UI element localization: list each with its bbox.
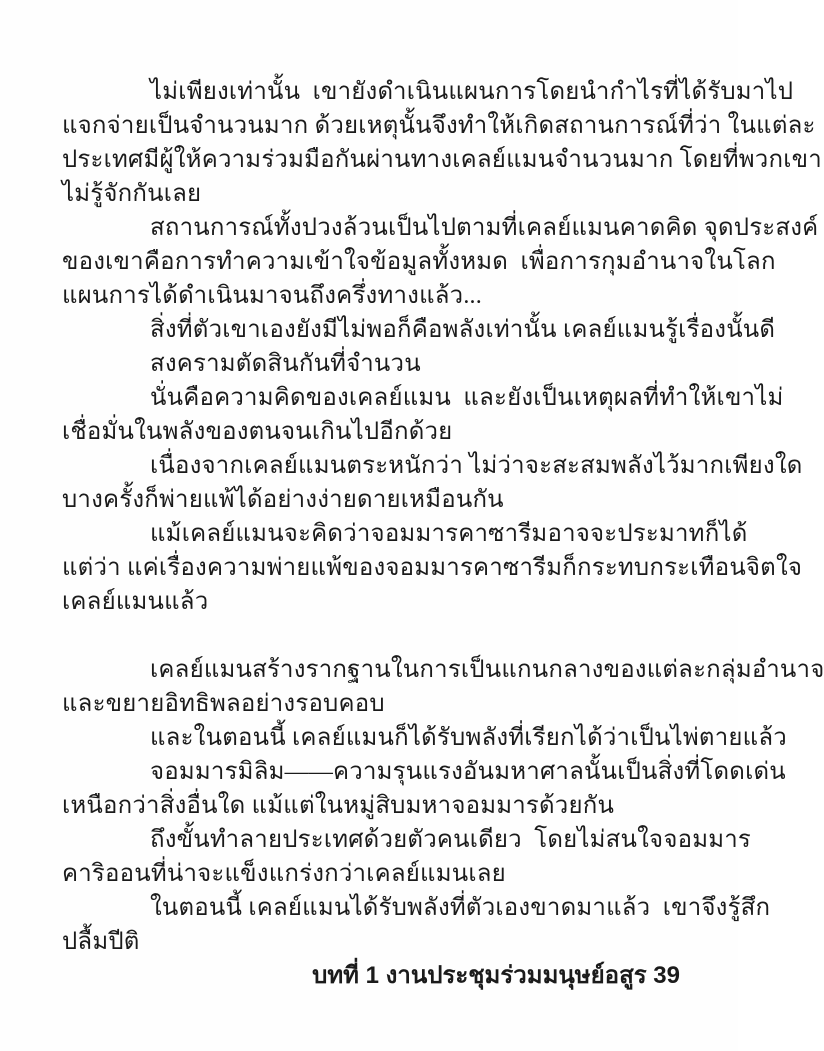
text-line: ถึงขั้นทำลายประเทศด้วยตัวคนเดียว โดยไม่สนใจจอมมาร: [150, 827, 752, 853]
text-line: บางครั้งก็พ่ายแพ้ได้อย่างง่ายดายเหมือนกัน: [62, 487, 504, 513]
text-line: แผนการได้ดำเนินมาจนถึงครึ่งทางแล้ว...: [62, 283, 482, 309]
text-line: ในตอนนี้ เคลย์แมนได้รับพลังที่ตัวเองขาดมาแล้ว เขาจึงรู้สึก: [150, 895, 771, 921]
text-line: เชื่อมั่นในพลังของตนจนเกินไปอีกด้วย: [62, 419, 453, 445]
text-line: และขยายอิทธิพลอย่างรอบคอบ: [62, 691, 385, 717]
paragraph-lines: [62, 75, 824, 959]
text-line: นั่นคือความคิดของเคลย์แมน และยังเป็นเหตุผลที่ทำให้เขาไม่: [150, 385, 784, 411]
text-line: เหนือกว่าสิ่งอื่นใด แม้แต่ในหมู่สิบมหาจอมมารด้วยกัน: [62, 793, 615, 819]
text-line: สถานการณ์ทั้งปวงล้วนเป็นไปตามที่เคลย์แมนคาดคิด จุดประสงค์: [150, 215, 819, 241]
text-line: แจกจ่ายเป็นจำนวนมาก ด้วยเหตุนั้นจึงทำให้เกิดสถานการณ์ที่ว่า ในแต่ละ: [62, 113, 816, 139]
text-line: แม้เคลย์แมนจะคิดว่าจอมมารคาซารีมอาจจะประมาทก็ได้: [150, 521, 748, 547]
body-text: [62, 75, 824, 993]
text-line: เนื่องจากเคลย์แมนตระหนักว่า ไม่ว่าจะสะสมพลังไว้มากเพียงใด: [150, 453, 803, 479]
text-line: แต่ว่า แค่เรื่องความพ่ายแพ้ของจอมมารคาซารีมก็กระทบกระเทือนจิตใจ: [62, 555, 803, 581]
chapter-footer: บทที่ 1 งานประชุมร่วมมนุษย์อสูร 39: [312, 962, 680, 989]
text-line: ประเทศมีผู้ให้ความร่วมมือกันผ่านทางเคลย์แมนจำนวนมาก โดยที่พวกเขา: [62, 147, 822, 173]
text-line: คาริออนที่น่าจะแข็งแกร่งกว่าเคลย์แมนเลย: [62, 861, 506, 887]
text-line: จอมมารมิลิม——ความรุนแรงอันมหาศาลนั้นเป็นสิ่งที่โดดเด่น: [150, 759, 786, 785]
text-line: และในตอนนี้ เคลย์แมนก็ได้รับพลังที่เรียกได้ว่าเป็นไพ่ตายแล้ว: [150, 725, 787, 751]
text-line: เคลย์แมนสร้างรากฐานในการเป็นแกนกลางของแต่ละกลุ่มอำนาจ: [150, 657, 824, 683]
text-line: สิ่งที่ตัวเขาเองยังมีไม่พอก็คือพลังเท่านั้น เคลย์แมนรู้เรื่องนั้นดี: [150, 317, 776, 343]
text-line: ปลื้มปีติ: [62, 929, 140, 955]
text-line: ของเขาคือการทำความเข้าใจข้อมูลทั้งหมด เพื่อการกุมอำนาจในโลก: [62, 249, 776, 275]
text-line: สงครามตัดสินกันที่จำนวน: [150, 351, 421, 377]
text-line: เคลย์แมนแล้ว: [62, 589, 209, 615]
text-line: ไม่เพียงเท่านั้น เขายังดำเนินแผนการโดยนำกำไรที่ได้รับมาไป: [150, 79, 794, 105]
text-line: ไม่รู้จักกันเลย: [62, 181, 202, 207]
